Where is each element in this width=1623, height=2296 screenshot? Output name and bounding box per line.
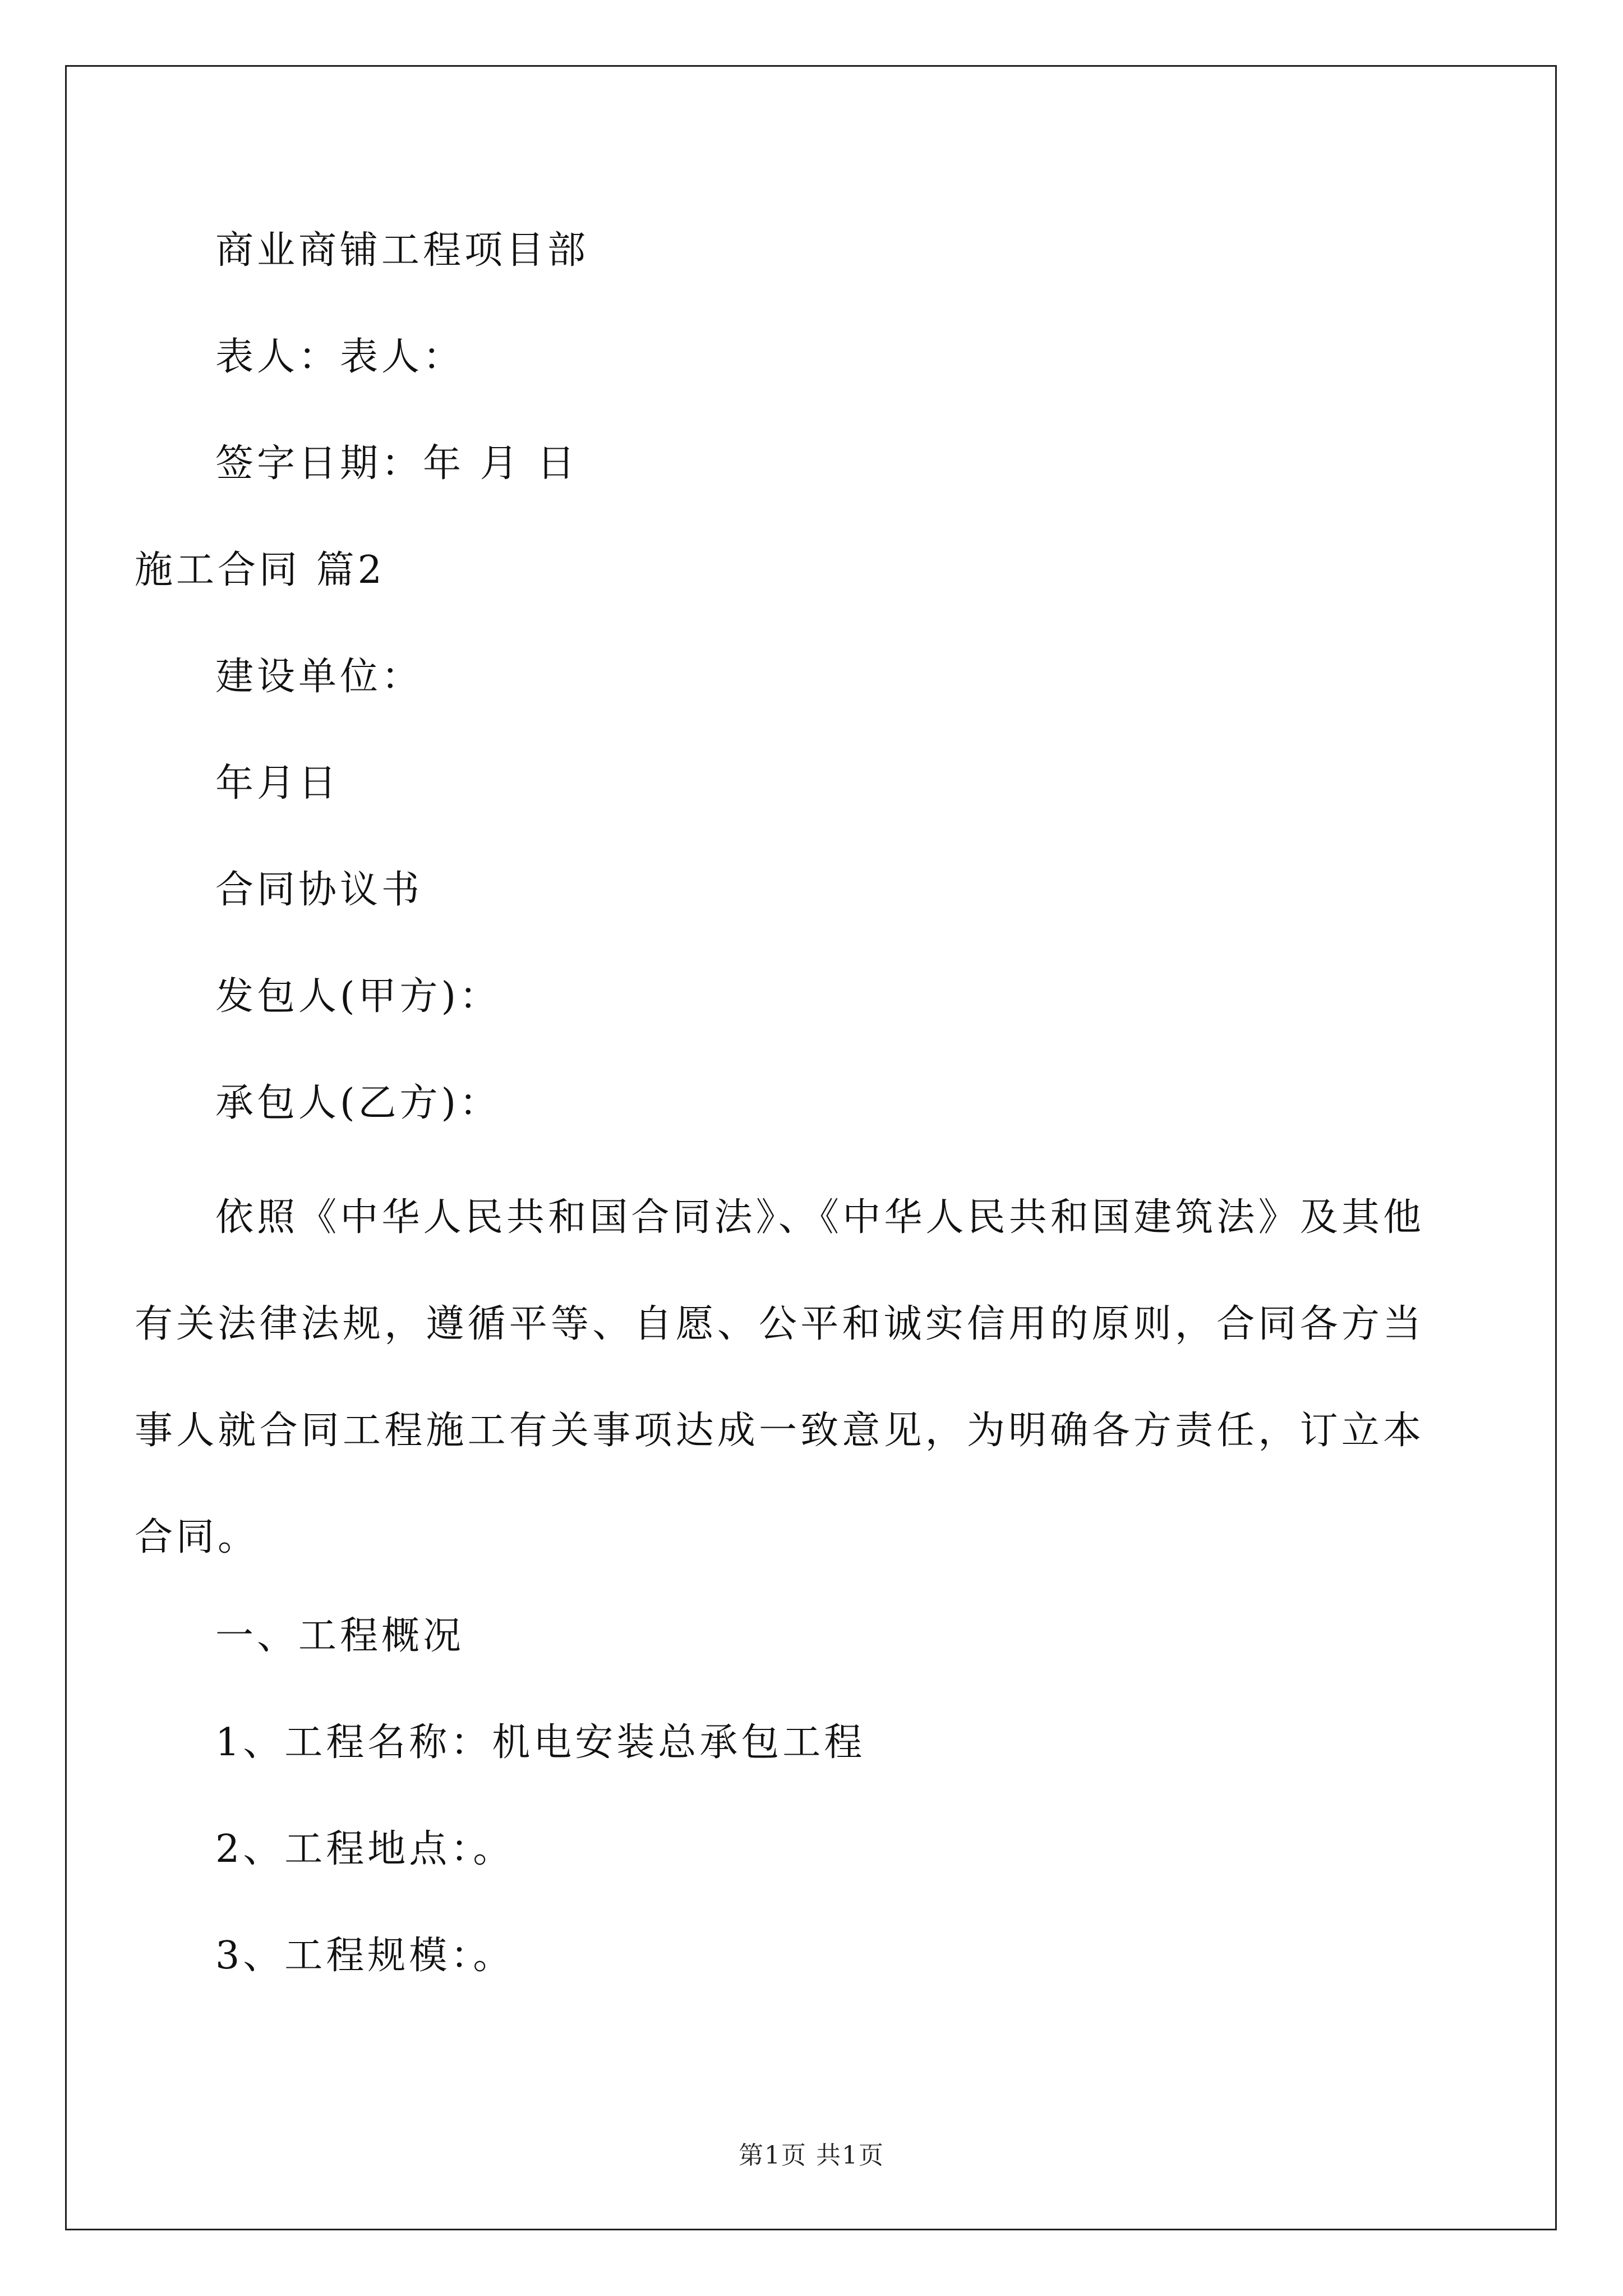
signing-date-line: 签字日期：年 月 日: [215, 441, 579, 486]
section-title: 一、工程概况: [215, 1614, 465, 1658]
date-line: 年月日: [215, 761, 340, 806]
list-item-project-scale: 3、工程规模：。: [215, 1934, 515, 1978]
party-a-line: 发包人(甲方)：: [215, 974, 501, 1019]
preamble-paragraph: 依照《中华人民共和国合同法》、《中华人民共和国建筑法》及其他有关法律法规，遵循平等、自愿、公平和诚实信用的原则，合同各方当事人就合同工程施工有关事项达成一致意见，为明确各方责任，订立本合同。: [135, 1195, 1424, 1559]
section-heading: 施工合同 篇2: [135, 548, 385, 592]
construction-unit-line: 建设单位：: [215, 655, 423, 699]
representative-line: 表人：表人：: [215, 335, 465, 379]
list-item-project-name: 1、工程名称：机电安装总承包工程: [215, 1720, 866, 1765]
party-b-line: 承包人(乙方)：: [215, 1081, 501, 1125]
agreement-title: 合同协议书: [215, 868, 423, 912]
page-number: 第1页 共1页: [739, 2141, 884, 2170]
list-item-project-location: 2、工程地点：。: [215, 1827, 515, 1871]
page-border: [65, 65, 1557, 2230]
project-dept-line: 商业商铺工程项目部: [215, 228, 589, 273]
